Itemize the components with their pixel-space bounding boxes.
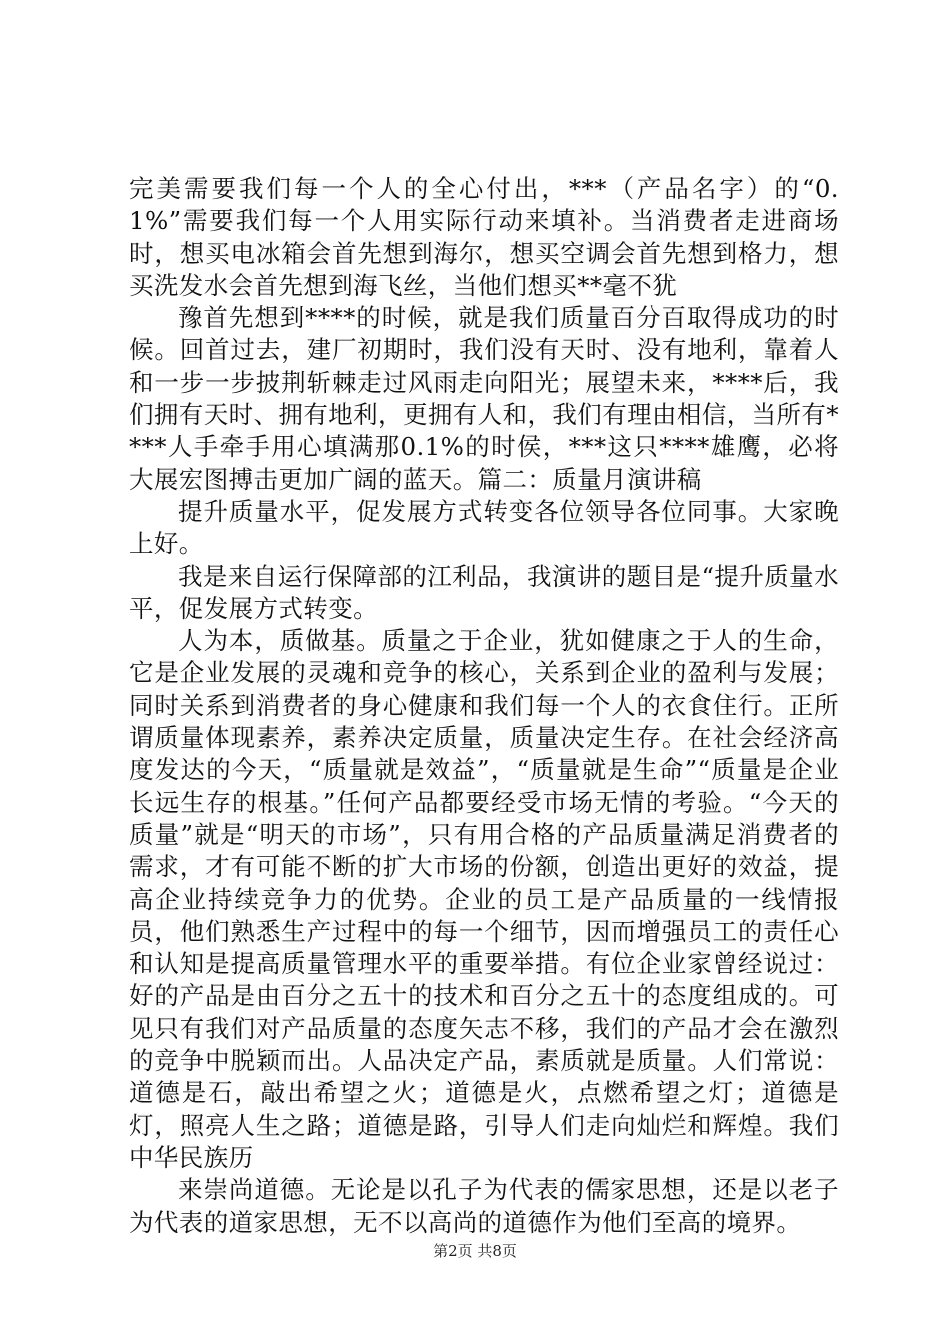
paragraph: 人为本，质做基。质量之于企业，犹如健康之于人的生命，它是企业发展的灵魂和竞争的核心，关系到企业的盈利与发展；同时关系到消费者的身心健康和我们每一个人的衣食住行。正所谓质量体现素养，素养决定质量，质量决定生存。在社会经济高度发达的今天，“质量就是效益”，“质量就是生命”“质量是企业长远生存的根基。”任何产品都要经受市场无情的考验。“今天的质量”就是“明天的市场”，只有用合格的产品质量满足消费者的需求，才有可能不断的扩大市场的份额，创造出更好的效益，提高企业持续竞争力的优势。企业的员工是产品质量的一线情报员，他们熟悉生产过程中的每一个细节，因而增强员工的责任心和认知是提高质量管理水平的重要举措。有位企业家曾经说过：好的产品是由百分之五十的技术和百分之五十的态度组成的。可见只有我们对产品质量的态度矢志不移，我们的产品才会在激烈的竞争中脱颖而出。人品决定产品，素质就是质量。人们常说：道德是石，敲出希望之火；道德是火，点燃希望之灯；道德是灯，照亮人生之路；道德是路，引导人们走向灿烂和辉煌。我们中华民族历 bbox=[129, 626, 839, 1172]
paragraph: 豫首先想到****的时候，就是我们质量百分百取得成功的时候。回首过去，建厂初期时，我们没有天时、没有地利，靠着人和一步一步披荆斩棘走过风雨走向阳光；展望未来，****后，我们拥有天时、拥有地利，更拥有人和，我们有理由相信，当所有****人手牵手用心填满那0.1%的时侯，***这只****雄鹰，必将大展宏图搏击更加广阔的蓝天。篇二：质量月演讲稿 bbox=[129, 303, 839, 494]
paragraph: 来崇尚道德。无论是以孔子为代表的儒家思想，还是以老子为代表的道家思想，无不以高尚的道德作为他们至高的境界。 bbox=[129, 1175, 839, 1237]
page-number-footer: 第2页 共8页 bbox=[433, 1242, 517, 1260]
paragraph: 提升质量水平，促发展方式转变各位领导各位同事。大家晚上好。 bbox=[129, 496, 839, 559]
paragraph: 完美需要我们每一个人的全心付出，***（产品名字）的“0.1%”需要我们每一个人用实际行动来填补。当消费者走进商场时，想买电冰箱会首先想到海尔，想买空调会首先想到格力，想买洗发水会首先想到海飞丝，当他们想买**毫不犹 bbox=[129, 174, 839, 300]
paragraph: 我是来自运行保障部的江利品，我演讲的题目是“提升质量水平，促发展方式转变。 bbox=[129, 561, 839, 623]
document-body bbox=[129, 173, 839, 1239]
